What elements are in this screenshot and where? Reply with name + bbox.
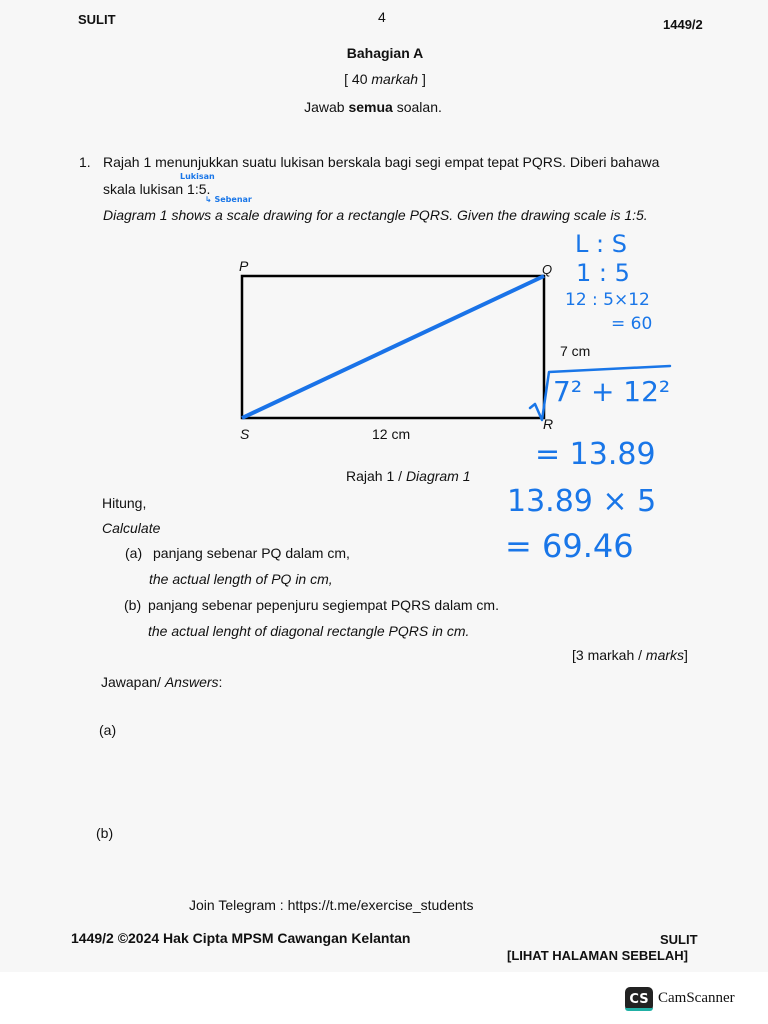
vertex-p: P xyxy=(239,258,249,274)
answer-a-label: (a) xyxy=(99,722,117,738)
question-line-1: Rajah 1 menunjukkan suatu lukisan berskala bagi segi empat tepat PQRS. Diberi bahawa xyxy=(103,154,660,170)
rectangle-diagram xyxy=(230,255,560,450)
camscanner-logo-icon: CS xyxy=(625,987,653,1011)
hand-ratio-one: 1 : 5 xyxy=(576,259,630,287)
section-marks: [ 40 markah ] xyxy=(344,71,426,87)
copyright-line: 1449/2 ©2024 Hak Cipta MPSM Cawangan Kelantan xyxy=(71,930,411,946)
marks-allocation: [3 markah / marks] xyxy=(572,647,688,663)
camscanner-label: CamScanner xyxy=(658,990,735,1006)
hand-times-five: 13.89 × 5 xyxy=(507,484,657,519)
hand-final-result: = 69.46 xyxy=(505,527,634,565)
footer-next-page: [LIHAT HALAMAN SEBELAH] xyxy=(507,948,689,963)
hand-ratio-header: L : S xyxy=(575,230,627,258)
answers-heading: Jawapan/ Answers: xyxy=(101,674,223,690)
hand-sqrt-result: = 13.89 xyxy=(535,437,656,472)
footer-sulit: SULIT xyxy=(660,932,698,947)
side-sr-length: 12 cm xyxy=(372,426,411,442)
question-line-en: Diagram 1 shows a scale drawing for a rectangle PQRS. Given the drawing scale is 1:5. xyxy=(103,207,648,223)
vertex-q: Q xyxy=(542,262,553,277)
page-number: 4 xyxy=(378,9,386,25)
part-b-en: the actual lenght of diagonal rectangle PQRS in cm. xyxy=(148,623,470,639)
part-b-ms: panjang sebenar pepenjuru segiempat PQRS dalam cm. xyxy=(148,597,499,613)
calculate-label: Calculate xyxy=(102,520,161,536)
hand-ratio-calc: 12 : 5×12 xyxy=(565,290,650,310)
question-line-2: skala lukisan 1:5. xyxy=(103,181,211,197)
hitung-label: Hitung, xyxy=(102,495,147,511)
vertex-r: R xyxy=(543,416,554,432)
telegram-line: Join Telegram : https://t.me/exercise_students xyxy=(189,897,474,913)
vertex-s: S xyxy=(240,426,250,442)
section-instruction: Jawab semua soalan. xyxy=(304,99,442,115)
question-number: 1. xyxy=(79,154,91,170)
section-title: Bahagian A xyxy=(346,45,424,61)
header-sulit: SULIT xyxy=(78,12,116,27)
header-code: 1449/2 xyxy=(663,17,703,32)
hand-sqrt-expr: 7² + 12² xyxy=(553,375,671,408)
diagram-caption: Rajah 1 / Diagram 1 xyxy=(346,468,471,484)
part-a-en: the actual length of PQ in cm, xyxy=(149,571,333,587)
diagonal-sq xyxy=(242,276,544,418)
answer-b-label: (b) xyxy=(96,825,114,841)
note-sebenar: ↳ Sebenar xyxy=(205,195,252,204)
note-lukisan: Lukisan xyxy=(180,172,215,181)
part-a-label: (a) xyxy=(125,545,143,561)
part-b-label: (b) xyxy=(124,597,142,613)
part-a-ms: panjang sebenar PQ dalam cm, xyxy=(153,545,350,561)
side-qr-length: 7 cm xyxy=(560,343,591,359)
hand-ratio-result: = 60 xyxy=(611,314,653,334)
